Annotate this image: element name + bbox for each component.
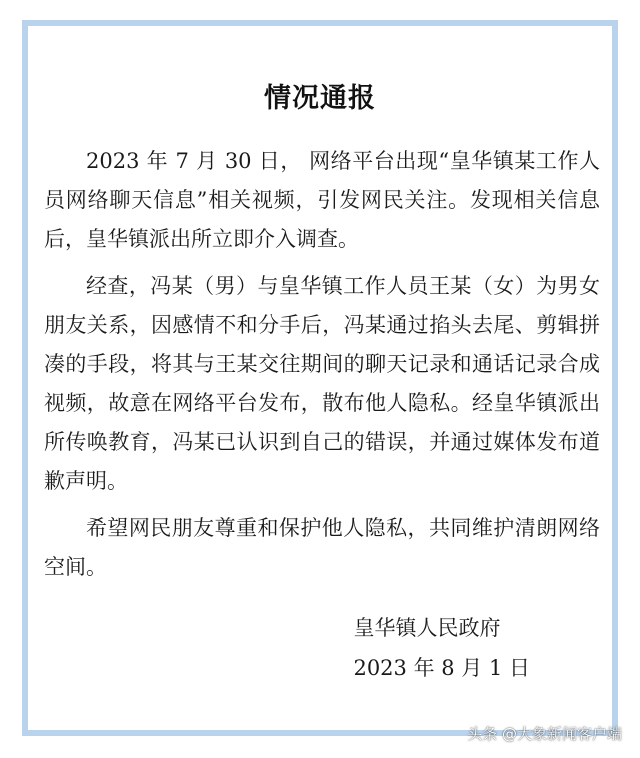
notice-title: 情况通报 — [264, 83, 376, 114]
issuer-name: 皇华镇人民政府 — [353, 616, 501, 640]
notice-frame — [22, 20, 618, 736]
paragraph-incident: 2023 年 7 月 30 日， 网络平台出现“皇华镇某工作人员网络聊天信息”相关视频，引发网民关注。发现相关信息后，皇华镇派出所立即介入调查。 — [44, 149, 600, 251]
issue-date: 2023 年 8 月 1 日 — [353, 656, 530, 680]
paragraph-appeal: 希望网民朋友尊重和保护他人隐私，共同维护清朗网络空间。 — [44, 516, 600, 579]
signature-block — [353, 608, 530, 688]
notice-body — [44, 142, 600, 595]
paragraph-investigation: 经查，冯某（男）与皇华镇工作人员王某（女）为男女朋友关系，因感情不和分手后，冯某通过掐头去尾、剪辑拼凑的手段，将其与王某交往期间的聊天记录和通话记录合成视频，故意在网络平台发布，散布他人隐私。经皇华镇派出所传唤教育，冯某已认识到自己的错误，并通过媒体发布道歉声明。 — [44, 274, 600, 493]
source-watermark: 头条 @大象新闻客户端 — [467, 725, 622, 743]
